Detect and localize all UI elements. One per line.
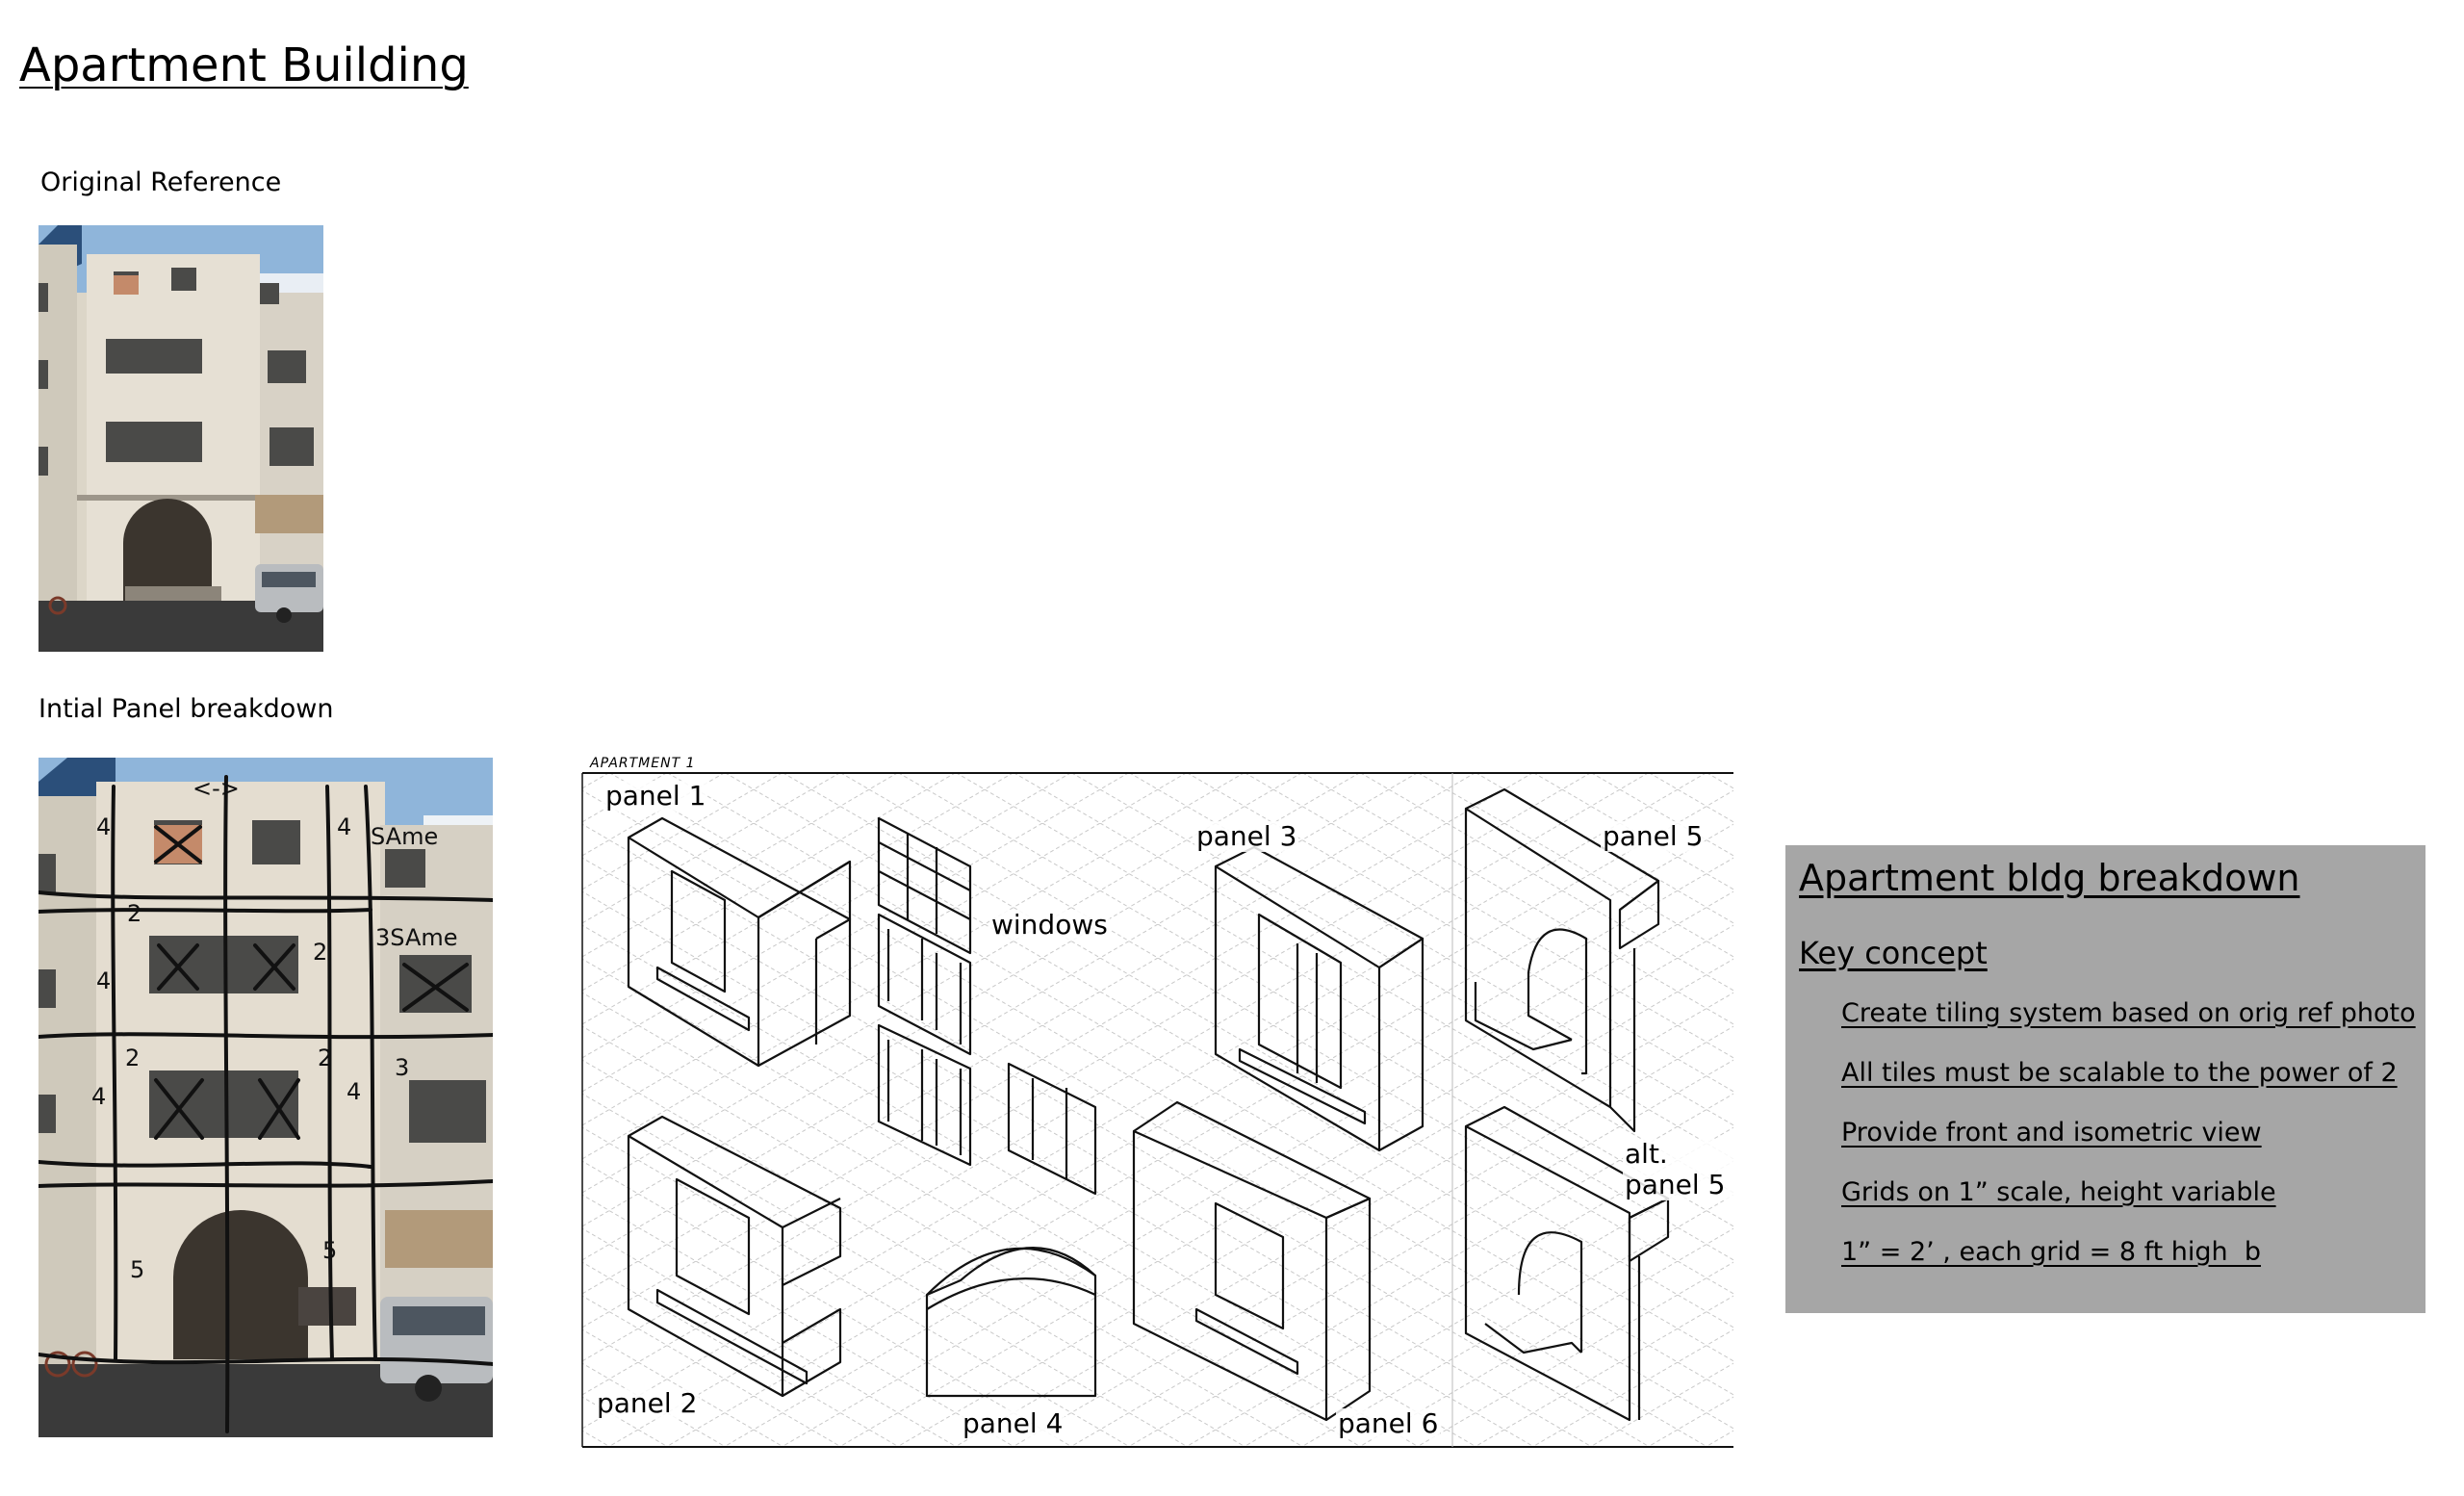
- original-reference-label: Original Reference: [40, 168, 282, 197]
- svg-text:<->: <->: [192, 775, 240, 802]
- sketch-label-panel-3: panel 3: [1196, 820, 1297, 852]
- panel-breakdown-label: Intial Panel breakdown: [38, 694, 334, 724]
- sketch-label-panel-1: panel 1: [605, 780, 706, 812]
- svg-text:4: 4: [96, 813, 112, 840]
- svg-text:2: 2: [318, 1045, 333, 1071]
- svg-text:4: 4: [337, 813, 352, 840]
- sketch-label-alt-panel-5: alt. panel 5: [1623, 1139, 1735, 1200]
- list-item: 1” = 2’ , each grid = 8 ft high b: [1841, 1237, 2261, 1267]
- svg-text:SAme: SAme: [371, 823, 439, 850]
- svg-text:5: 5: [130, 1256, 145, 1283]
- sketch-label-panel-5: panel 5: [1603, 820, 1704, 852]
- svg-text:3SAme: 3SAme: [375, 924, 458, 951]
- svg-text:2: 2: [313, 939, 328, 966]
- svg-text:4: 4: [96, 967, 112, 994]
- key-concept-list: [1841, 997, 2416, 1296]
- svg-text:5: 5: [322, 1237, 338, 1264]
- svg-text:4: 4: [346, 1078, 362, 1105]
- page-title: Apartment Building: [19, 39, 469, 92]
- key-concept-heading: Key concept: [1799, 935, 1988, 971]
- isometric-sketch-sheet: [580, 756, 1735, 1451]
- svg-text:2: 2: [127, 900, 142, 927]
- sketch-header-handwriting: APARTMENT 1: [590, 756, 696, 771]
- list-item: All tiles must be scalable to the power of 2: [1841, 1058, 2398, 1088]
- breakdown-box-title: Apartment bldg breakdown: [1799, 857, 2300, 899]
- svg-text:4: 4: [91, 1083, 107, 1110]
- sketch-label-panel-4: panel 4: [962, 1407, 1064, 1439]
- original-reference-photo: [38, 225, 323, 652]
- sketch-label-panel-6: panel 6: [1338, 1407, 1439, 1439]
- breakdown-box: [1785, 845, 2426, 1313]
- svg-text:2: 2: [125, 1045, 141, 1071]
- list-item: Provide front and isometric view: [1841, 1118, 2262, 1148]
- sketch-label-windows: windows: [991, 909, 1108, 941]
- sketch-label-panel-2: panel 2: [597, 1387, 698, 1419]
- panel-breakdown-photo: [38, 758, 493, 1437]
- list-item: Create tiling system based on orig ref photo: [1841, 998, 2416, 1028]
- svg-text:3: 3: [395, 1054, 410, 1081]
- list-item: Grids on 1” scale, height variable: [1841, 1177, 2276, 1207]
